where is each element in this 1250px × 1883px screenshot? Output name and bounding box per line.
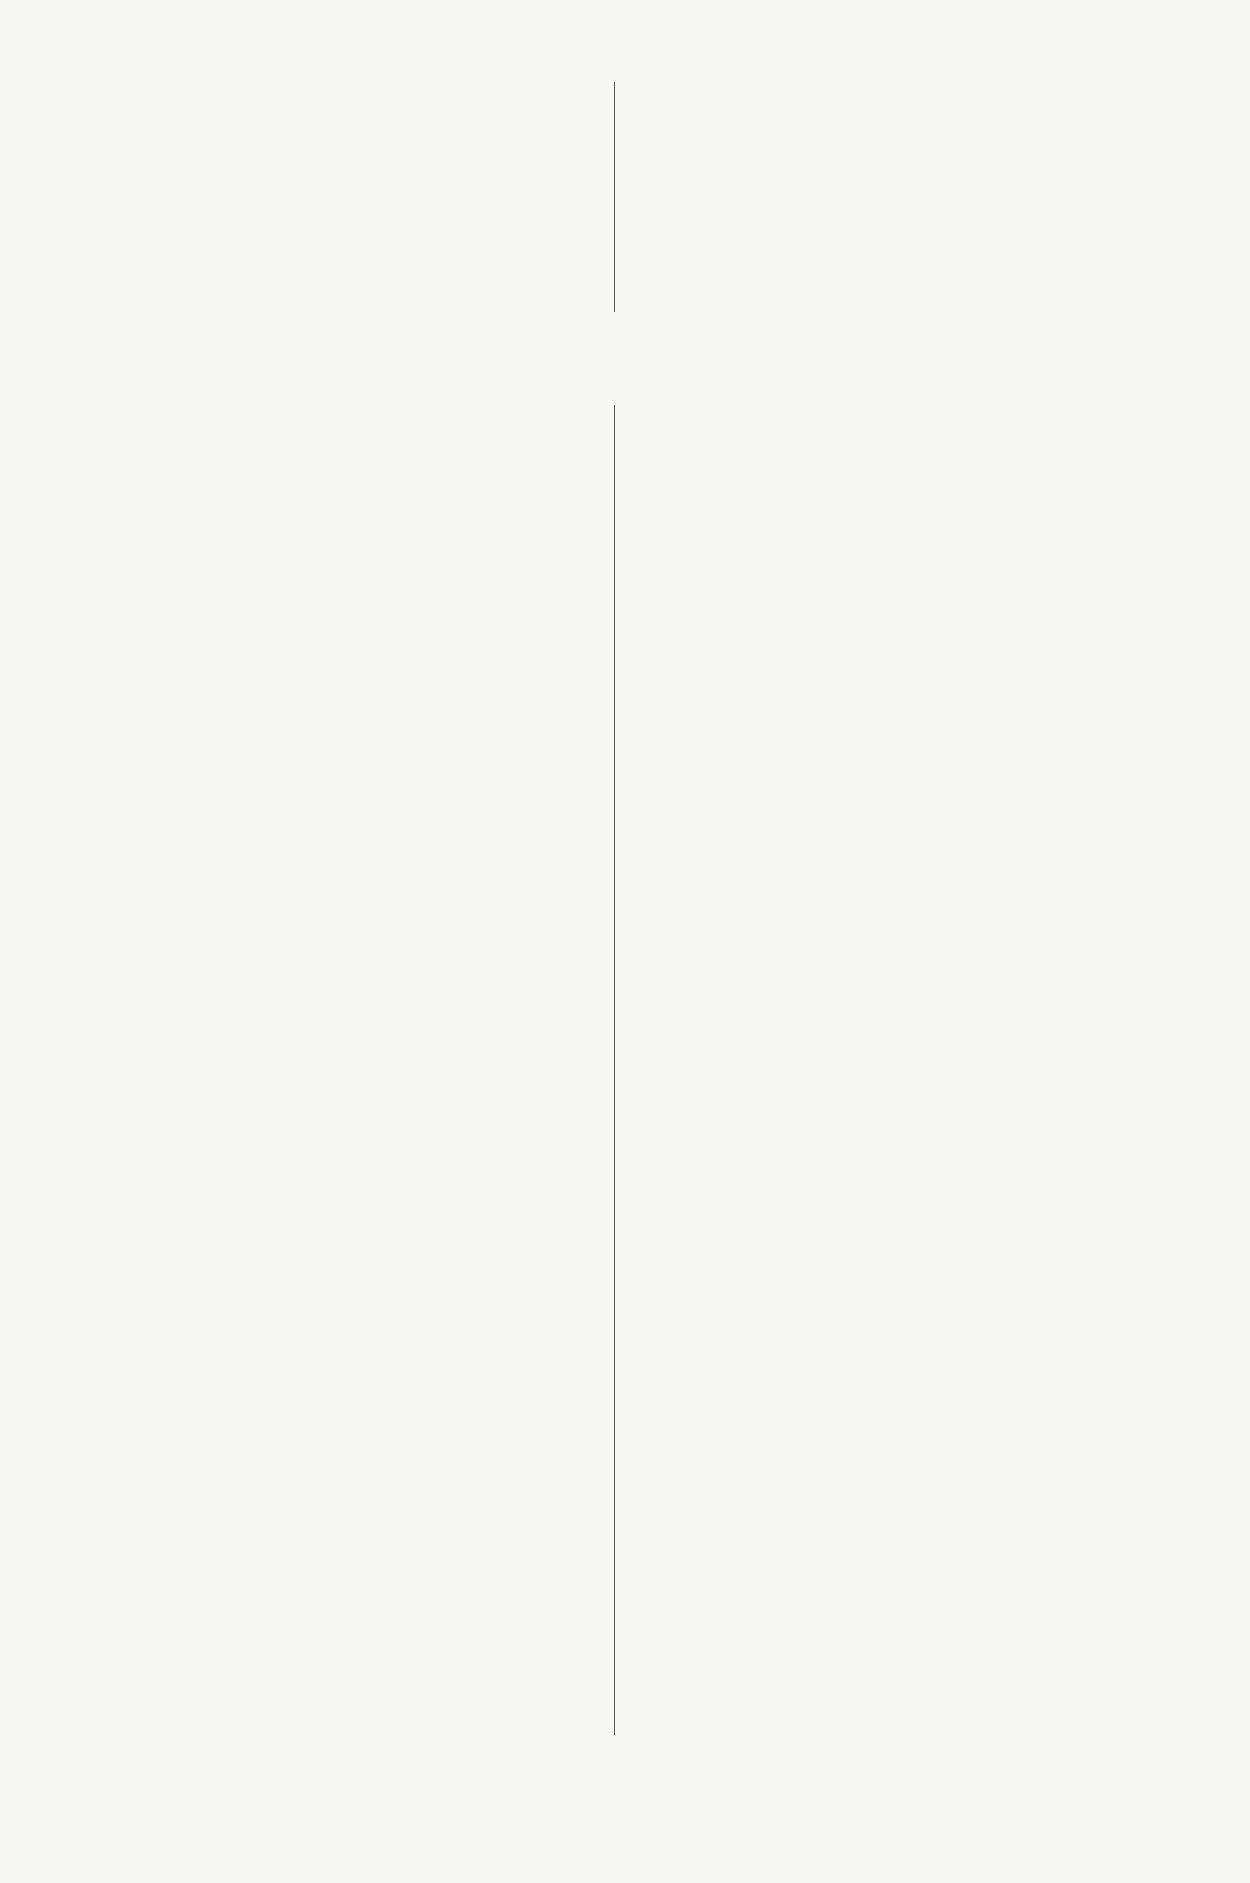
- top-column-divider: [614, 82, 615, 312]
- main-column-divider: [614, 405, 615, 1735]
